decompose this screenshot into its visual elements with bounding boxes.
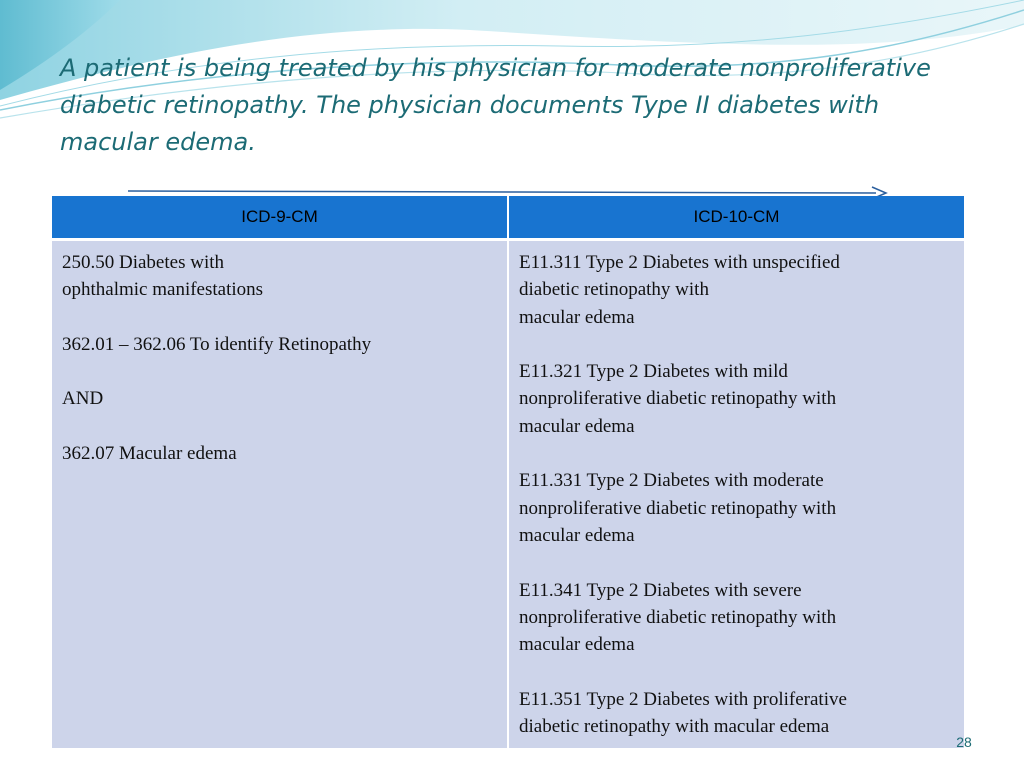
- icd10-entry: E11.321 Type 2 Diabetes with mild nonproliferative diabetic retinopathy with macular edema: [519, 361, 837, 437]
- icd9-entry: 362.07 Macular edema: [62, 443, 237, 465]
- slide-number: 28: [956, 734, 972, 750]
- icd9-entry: 250.50 Diabetes with ophthalmic manifestations: [62, 252, 264, 301]
- icd10-entry: E11.341 Type 2 Diabetes with severe nonproliferative diabetic retinopathy with macular edema: [519, 579, 837, 656]
- icd10-entry: E11.311 Type 2 Diabetes with unspecified diabetic retinopathy with macular edema: [519, 252, 840, 328]
- header-icd9: ICD-9-CM: [52, 196, 508, 240]
- code-comparison-table: [52, 196, 964, 748]
- icd9-entry: 362.01 – 362.06 To identify Retinopathy: [62, 333, 372, 355]
- icd10-entry: E11.351 Type 2 Diabetes with proliferative diabetic retinopathy with macular edema: [519, 688, 847, 738]
- icd9-entry: AND: [62, 388, 104, 410]
- slide-title: A patient is being treated by his physician for moderate nonproliferative diabetic retinopathy. The physician documents Type II diabetes with macular edema.: [60, 54, 931, 156]
- icd10-entry: E11.331 Type 2 Diabetes with moderate nonproliferative diabetic retinopathy with macular edema: [519, 470, 837, 546]
- icd9-cell: [52, 240, 508, 749]
- table-row: [52, 240, 964, 749]
- icd10-cell: [508, 240, 964, 749]
- table-header-row: [52, 196, 964, 240]
- header-icd10: ICD-10-CM: [508, 196, 964, 240]
